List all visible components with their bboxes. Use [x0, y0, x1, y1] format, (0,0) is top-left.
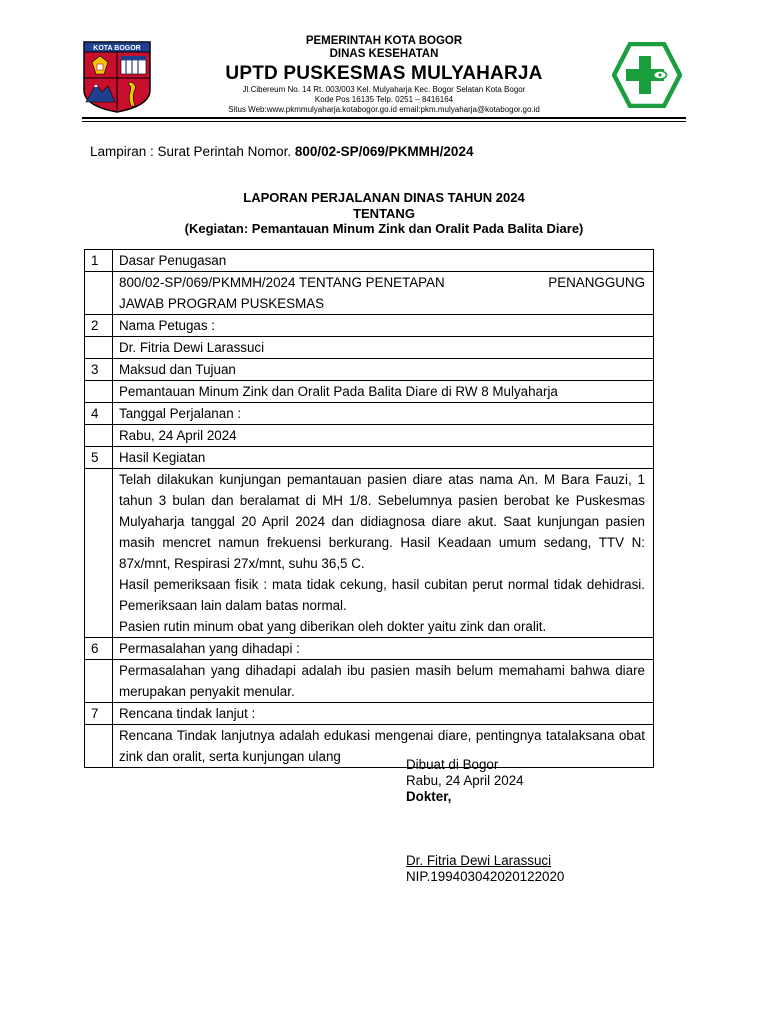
- government-name: PEMERINTAH KOTA BOGOR: [305, 35, 463, 47]
- row-number: 2: [85, 315, 113, 337]
- row-number: 6: [85, 638, 113, 660]
- row-number-empty: [85, 425, 113, 447]
- attachment-line: [90, 144, 473, 159]
- report-title-line1: LAPORAN PERJALANAN DINAS TAHUN 2024: [243, 190, 525, 205]
- crest-label: KOTA BOGOR: [93, 45, 141, 52]
- basis-text-line2: JAWAB PROGRAM PUSKESMAS: [119, 296, 325, 311]
- row-number: 5: [85, 447, 113, 469]
- table-row: [85, 638, 654, 660]
- row-number-empty: [85, 337, 113, 359]
- table-row: [85, 469, 654, 638]
- table-row: [85, 703, 654, 725]
- row-number: 4: [85, 403, 113, 425]
- report-title: [84, 190, 684, 237]
- row-body: Permasalahan yang dihadapi adalah ibu pasien masih belum memahami bahwa diare merupakan penyakit menular.: [113, 660, 654, 703]
- row-number: 1: [85, 250, 113, 272]
- row-body: Rencana Tindak lanjutnya adalah edukasi mengenai diare, pentingnya tatalaksana obat zink dan oralit, serta kunjungan ulang: [113, 725, 654, 768]
- report-table: [84, 249, 654, 768]
- letterhead-rule-thin: [82, 121, 686, 122]
- table-row: [85, 337, 654, 359]
- row-heading: Rencana tindak lanjut :: [113, 703, 654, 725]
- row-number: 7: [85, 703, 113, 725]
- row-body: Rabu, 24 April 2024: [113, 425, 654, 447]
- row-number-empty: [85, 469, 113, 638]
- row-body: Pemantauan Minum Zink dan Oralit Pada Balita Diare di RW 8 Mulyaharja: [113, 381, 654, 403]
- row-heading: Permasalahan yang dihadapi :: [113, 638, 654, 660]
- table-row: [85, 425, 654, 447]
- row-heading: Nama Petugas :: [113, 315, 654, 337]
- result-paragraph-2: Hasil pemeriksaan fisik : mata tidak cekung, hasil cubitan perut normal tidak dehidrasi. Pemeriksaan lain dalam batas normal.: [119, 577, 645, 613]
- row-number-empty: [85, 381, 113, 403]
- row-body: Dr. Fitria Dewi Larassuci: [113, 337, 654, 359]
- department-name: DINAS KESEHATAN: [329, 48, 439, 60]
- table-row: [85, 272, 654, 315]
- institution-name: UPTD PUSKESMAS MULYAHARJA: [225, 63, 543, 84]
- institution-contact: Situs Web:www.pkmmulyaharja.kotabogor.go.id email:pkm.mulyaharja@kotabogor.go.id: [228, 105, 540, 114]
- row-heading: Dasar Penugasan: [113, 250, 654, 272]
- puskesmas-logo-icon: [612, 42, 682, 108]
- row-heading: Maksud dan Tujuan: [113, 359, 654, 381]
- table-row: [85, 725, 654, 768]
- report-title-line2: TENTANG: [353, 205, 415, 221]
- table-row: [85, 403, 654, 425]
- kota-bogor-crest-icon: [82, 40, 152, 114]
- institution-postal: Kode Pos 16135 Telp. 0251 – 8416164: [314, 95, 454, 104]
- letterhead-rule-thick: [82, 117, 686, 119]
- signature-place: Dibuat di Bogor: [406, 757, 499, 772]
- table-row: [85, 381, 654, 403]
- signature-block: [406, 757, 564, 885]
- signature-date: Rabu, 24 April 2024: [406, 773, 524, 788]
- result-paragraph-1: Telah dilakukan kunjungan pemantauan pasien diare atas nama An. M Bara Fauzi, 1 tahun 3 bulan dan beralamat di MH 1/8. Sebelumnya pasien berobat ke Puskesmas Mulyaharja tanggal 20 April 2024 dan didiagnosa diare akut. Saat kunjungan pasien masih mencret namun frekuensi berkurang. Hasil Keadaan umum sedang, TTV N: 87x/mnt, Respirasi 27x/mnt, suhu 36,5 C.: [119, 472, 645, 571]
- basis-text-left: 800/02-SP/069/PKMMH/2024 TENTANG PENETAPAN: [119, 275, 445, 290]
- table-row: [85, 315, 654, 337]
- report-title-line3: (Kegiatan: Pemantauan Minum Zink dan Oralit Pada Balita Diare): [184, 221, 584, 236]
- row-number-empty: [85, 725, 113, 768]
- row-number-empty: [85, 660, 113, 703]
- row-number: 3: [85, 359, 113, 381]
- table-row: [85, 660, 654, 703]
- signature-role: Dokter,: [406, 789, 452, 804]
- row-heading: Tanggal Perjalanan :: [113, 403, 654, 425]
- row-heading: Hasil Kegiatan: [113, 447, 654, 469]
- attachment-prefix: Lampiran : Surat Perintah Nomor.: [90, 144, 295, 159]
- table-row: [85, 447, 654, 469]
- table-row: [85, 250, 654, 272]
- row-body: [113, 469, 654, 638]
- letterhead: [160, 35, 608, 115]
- row-number-empty: [85, 272, 113, 315]
- table-row: [85, 359, 654, 381]
- attachment-number: 800/02-SP/069/PKMMH/2024: [294, 144, 474, 159]
- signature-nip: NIP.199403042020122020: [406, 869, 565, 884]
- row-body: [113, 272, 654, 315]
- signature-name: Dr. Fitria Dewi Larassuci: [406, 853, 552, 868]
- result-paragraph-3: Pasien rutin minum obat yang diberikan oleh dokter yaitu zink dan oralit.: [119, 619, 547, 634]
- basis-text-right: PENANGGUNG: [548, 275, 645, 290]
- institution-address: Jl.Cibereum No. 14 Rt. 003/003 Kel. Mulyaharja Kec. Bogor Selatan Kota Bogor: [242, 85, 526, 94]
- basis-line: [119, 272, 645, 293]
